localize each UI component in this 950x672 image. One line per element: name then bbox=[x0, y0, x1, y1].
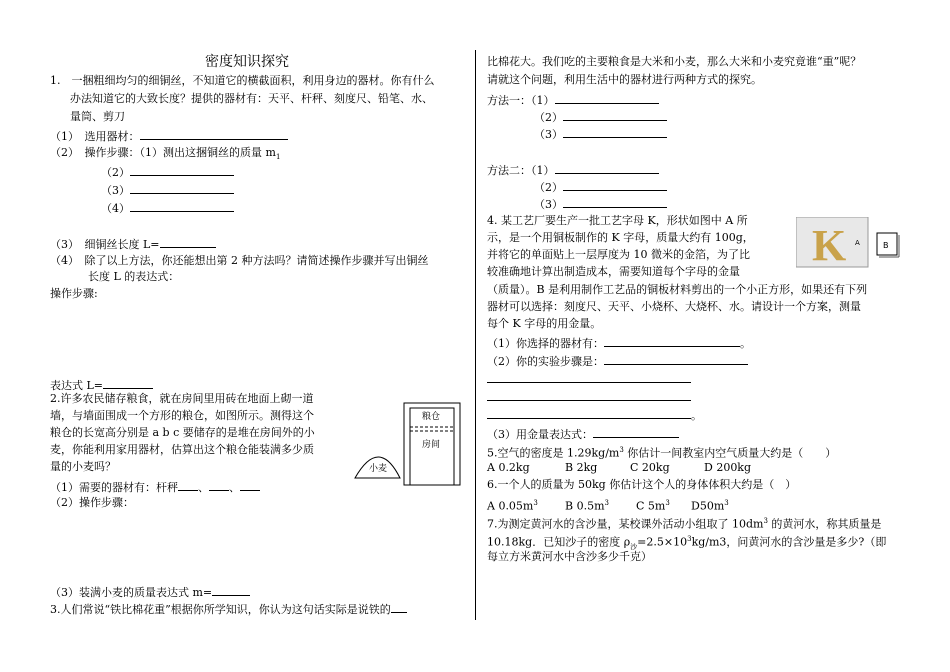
q1-line1: 1. 一捆粗细均匀的细铜丝，不知道它的横截面积，利用身边的器材。你有什么 bbox=[50, 74, 435, 87]
answer-blank[interactable] bbox=[563, 179, 667, 191]
answer-blank[interactable] bbox=[178, 479, 198, 491]
q7-line2: 10.18kg．已知沙子的密度 $\rho_沙=2.5\times 10^3kg/m3$，问黄河水的含沙量是多少?（即 bbox=[487, 535, 887, 551]
room-label: 房间 bbox=[422, 440, 441, 450]
q5-option-a[interactable]: A 0.2kg bbox=[487, 461, 530, 474]
q1-step2: （2） bbox=[101, 164, 234, 180]
q6-option-d[interactable]: $D50m^3$ bbox=[691, 499, 729, 513]
q4-line4: 较准确地计算出制造成本，需要知道每个字母的金量 bbox=[487, 265, 740, 278]
q4-sub3: （3）用金量表达式： bbox=[487, 426, 679, 442]
q3-line1: 3.人们常说“铁比棉花重”根据你所学知识，你认为这句话实际是说铁的 bbox=[50, 601, 407, 617]
q6-option-a[interactable]: A $0.05m^3$ bbox=[487, 499, 538, 513]
q1-step3: （3） bbox=[101, 182, 234, 198]
q4-line6: 器材可以选择：刻度尺、天平、小烧杯、大烧杯、水。请设计一个方案，测量 bbox=[487, 300, 861, 313]
q3-m2-1: 方法二：（1） bbox=[487, 162, 659, 178]
answer-blank[interactable] bbox=[209, 479, 229, 491]
answer-blank[interactable] bbox=[563, 126, 667, 138]
q4-line7: 每个 K 字母的用金量。 bbox=[487, 317, 602, 330]
q2-sub1: （1）需要的器材有：杆秤 、 、 bbox=[50, 479, 260, 495]
q6-line: 6.一个人的质量为 50kg 你估计这个人的身体体积大约是（ ） bbox=[487, 478, 797, 491]
q4-line1: 4. 某工艺厂要生产一批工艺字母 K，形状如图中 A 所 bbox=[487, 214, 748, 227]
answer-blank[interactable] bbox=[240, 479, 260, 491]
answer-blank[interactable] bbox=[555, 92, 659, 104]
column-divider bbox=[475, 50, 476, 620]
answer-blank[interactable] bbox=[212, 584, 250, 596]
q2-line5: 量的小麦吗？ bbox=[50, 460, 116, 473]
q1-line2: 办法知道它的大致长度？提供的器材有：天平、杆秤、刻度尺、铅笔、水、 bbox=[70, 92, 433, 105]
q1-sub3: （3） 细铜丝长度 L= bbox=[50, 236, 216, 252]
answer-blank[interactable] bbox=[130, 200, 234, 212]
label-b: B bbox=[883, 241, 889, 250]
q2-sub3: （3）装满小麦的质量表达式 m= bbox=[50, 584, 250, 600]
q3-m2-2: （2） bbox=[534, 179, 667, 195]
q2-line4: 麦，你能利用家用器材，估算出这个粮仓能装满多少质 bbox=[50, 443, 314, 456]
answer-blank[interactable] bbox=[103, 377, 153, 389]
q3-m1-2: （2） bbox=[534, 109, 667, 125]
k-letter-figure bbox=[796, 217, 908, 269]
q4-line3: 并将它的单面贴上一层厚度为 10 微米的金箔，为了比 bbox=[487, 248, 750, 261]
q6-option-b[interactable]: B $0.5m^3$ bbox=[565, 499, 609, 513]
q6-option-c[interactable]: C $5m^3$ bbox=[636, 499, 670, 513]
q4-blank-line: 。 bbox=[487, 407, 702, 423]
granary-figure bbox=[352, 398, 464, 490]
label-a: A bbox=[855, 239, 860, 247]
q5-option-c[interactable]: C 20kg bbox=[630, 461, 670, 474]
q2-line1: 2.许多农民储存粮食，就在房间里用砖在地面上砌一道 bbox=[50, 392, 314, 405]
q1-step4: （4） bbox=[101, 200, 234, 216]
q7-line1: 7.为测定黄河水的含沙量，某校课外活动小组取了 $10dm^3$ 的黄河水，称其质量是 bbox=[487, 517, 882, 531]
answer-blank[interactable] bbox=[593, 426, 679, 438]
q4-line5: （质量）。B 是利用制作工艺品的铜板材料剪出的一个小正方形，如果还有下列 bbox=[487, 283, 868, 296]
page-title: 密度知识探究 bbox=[205, 54, 289, 70]
q4-line2: 示，是一个用铜板制作的 K 字母，质量大约有 100g， bbox=[487, 231, 754, 244]
answer-blank[interactable] bbox=[160, 236, 216, 248]
q2-sub2: （2）操作步骤： bbox=[50, 496, 134, 509]
answer-blank[interactable] bbox=[604, 353, 748, 365]
q3-m1-3: （3） bbox=[534, 126, 667, 142]
q5-option-b[interactable]: B 2kg bbox=[565, 461, 598, 474]
q1-sub4-line1: （4） 除了以上方法，你还能想出第 2 种方法吗？请简述操作步骤并写出铜丝 bbox=[50, 254, 429, 267]
q7-line3: 每立方米黄河水中含沙多少千克） bbox=[487, 550, 652, 563]
q1-line3: 量筒、剪刀 bbox=[70, 110, 125, 123]
answer-blank[interactable] bbox=[487, 389, 691, 401]
q3-line3: 请就这个问题，利用生活中的器材进行两种方式的探究。 bbox=[487, 73, 762, 86]
q4-sub2: （2）你的实验步骤是： bbox=[487, 353, 748, 369]
answer-blank[interactable] bbox=[555, 162, 659, 174]
answer-blank[interactable] bbox=[563, 109, 667, 121]
wheat-label: 小麦 bbox=[369, 464, 388, 474]
q5-option-d[interactable]: D 200kg bbox=[704, 461, 752, 474]
answer-blank[interactable] bbox=[604, 335, 740, 347]
q5-line: 5.空气的密度是 $1.29kg/m^3$ 你估计一间教室内空气质量大约是（ ） bbox=[487, 446, 837, 460]
q1-sub2: （2） 操作步骤：（1）测出这捆铜丝的质量 $m_1$ bbox=[50, 146, 281, 162]
answer-blank[interactable] bbox=[487, 371, 691, 383]
answer-blank[interactable] bbox=[391, 601, 407, 613]
answer-blank[interactable] bbox=[487, 407, 691, 419]
answer-blank[interactable] bbox=[140, 128, 288, 140]
q3-m1-1: 方法一：（1） bbox=[487, 92, 659, 108]
answer-blank[interactable] bbox=[130, 164, 234, 176]
q3-m2-3: （3） bbox=[534, 196, 667, 212]
q1-sub1: （1） 选用器材： bbox=[50, 128, 288, 144]
q1-expr: 表达式 L= bbox=[50, 377, 153, 393]
q4-blank-line bbox=[487, 389, 691, 405]
k-letter: K bbox=[812, 221, 847, 269]
answer-blank[interactable] bbox=[563, 196, 667, 208]
q2-line2: 墙，与墙面围成一个方形的粮仓，如图所示。测得这个 bbox=[50, 409, 314, 422]
q3-line2: 比棉花大。我们吃的主要粮食是大米和小麦，那么大米和小麦究竟谁“重”呢？ bbox=[487, 55, 862, 68]
q1-steps-label: 操作步骤: bbox=[50, 287, 98, 300]
answer-blank[interactable] bbox=[130, 182, 234, 194]
q4-sub1: （1）你选择的器材有： 。 bbox=[487, 337, 751, 350]
granary-label: 粮仓 bbox=[422, 412, 441, 422]
q2-line3: 粮仓的长宽高分别是 a b c 要储存的是堆在房间外的小 bbox=[50, 426, 315, 439]
q1-sub4-line2: 长度 L 的表达式： bbox=[88, 270, 180, 283]
q4-blank-line bbox=[487, 371, 691, 387]
